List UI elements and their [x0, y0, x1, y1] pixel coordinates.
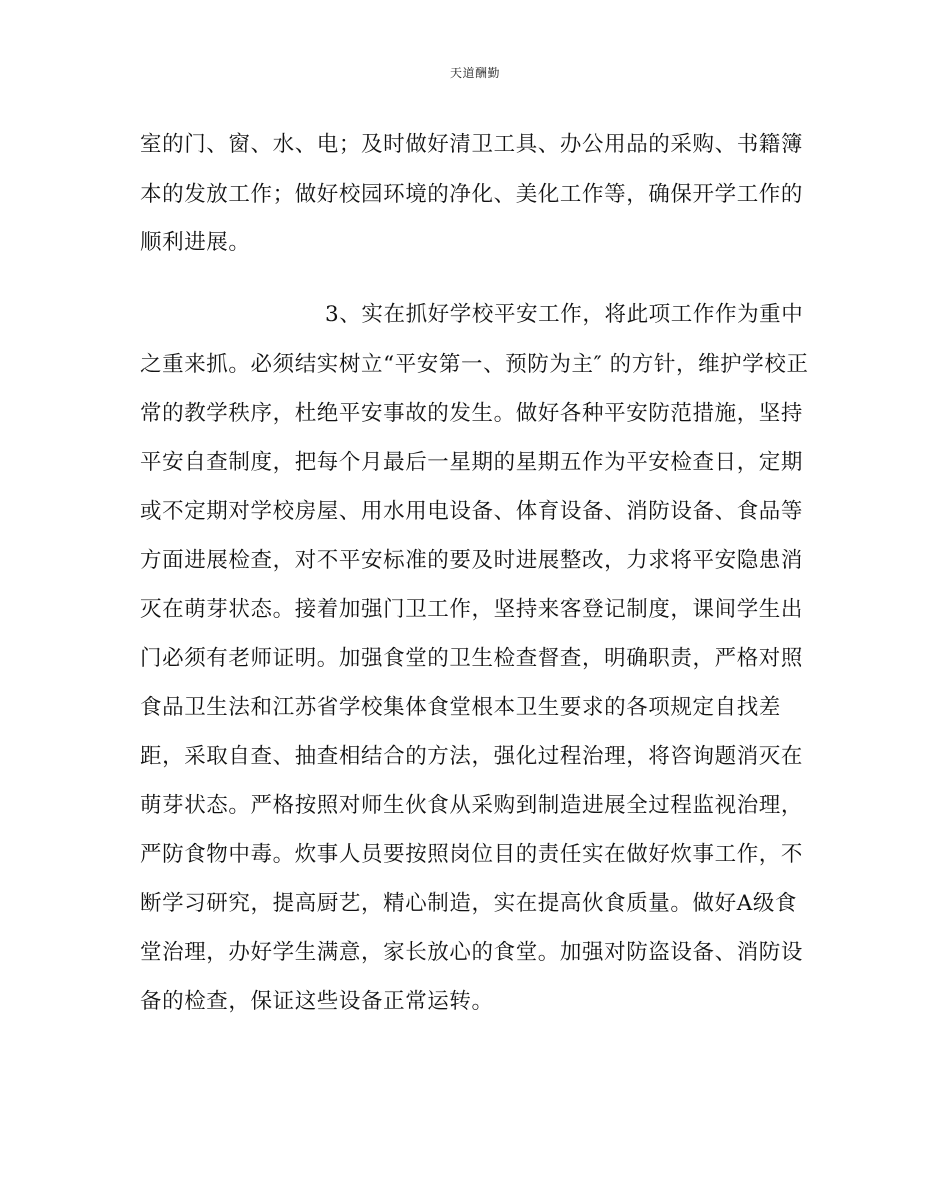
- text-line: 室的门、窗、水、电；及时做好清卫工具、办公用品的采购、书籍簿: [140, 132, 804, 157]
- text-line: 本的发放工作；做好校园环境的净化、美化工作等，确保开学工作的: [140, 182, 804, 207]
- text-line: 严防食物中毒。炊事人员要按照岗位目的责任实在做好炊事工作，不: [140, 842, 804, 867]
- text-line: 堂治理，办好学生满意，家长放心的食堂。加强对防盗设备、消防设: [140, 940, 804, 965]
- text-line: 门必须有老师证明。加强食堂的卫生检查督查，明确职责，严格对照: [140, 646, 804, 671]
- text-line: 食品卫生法和江苏省学校集体食堂根本卫生要求的各项规定自找差: [140, 695, 781, 720]
- text-line: 断学习研究，提高厨艺，精心制造，实在提高伙食质量。做好A级食: [140, 891, 798, 916]
- text-line: 备的检查，保证这些设备正常运转。: [140, 989, 494, 1014]
- text-line: 或不定期对学校房屋、用水用电设备、体育设备、消防设备、食品等: [140, 499, 804, 524]
- text-line: 距，采取自查、抽查相结合的方法，强化过程治理，将咨询题消灭在: [140, 744, 804, 769]
- page-header: 天道酬勤: [449, 66, 500, 80]
- text-line: 平安自查制度，把每个月最后一星期的星期五作为平安检查日，定期: [140, 450, 804, 475]
- text-line: 萌芽状态。严格按照对师生伙食从采购到制造进展全过程监视治理，: [140, 793, 804, 818]
- text-line: 之重来抓。必须结实树立“平安第一、预防为主″ 的方针，维护学校正: [140, 352, 809, 377]
- text-line: 3、实在抓好学校平安工作，将此项工作作为重中: [325, 302, 804, 327]
- text-line: 灭在萌芽状态。接着加强门卫工作，坚持来客登记制度，课间学生出: [140, 597, 804, 622]
- text-line: 方面进展检查，对不平安标准的要及时进展整改，力求将平安隐患消: [140, 548, 804, 573]
- text-line: 常的教学秩序，杜绝平安事故的发生。做好各种平安防范措施，坚持: [140, 401, 804, 426]
- text-line: 顺利进展。: [140, 230, 251, 255]
